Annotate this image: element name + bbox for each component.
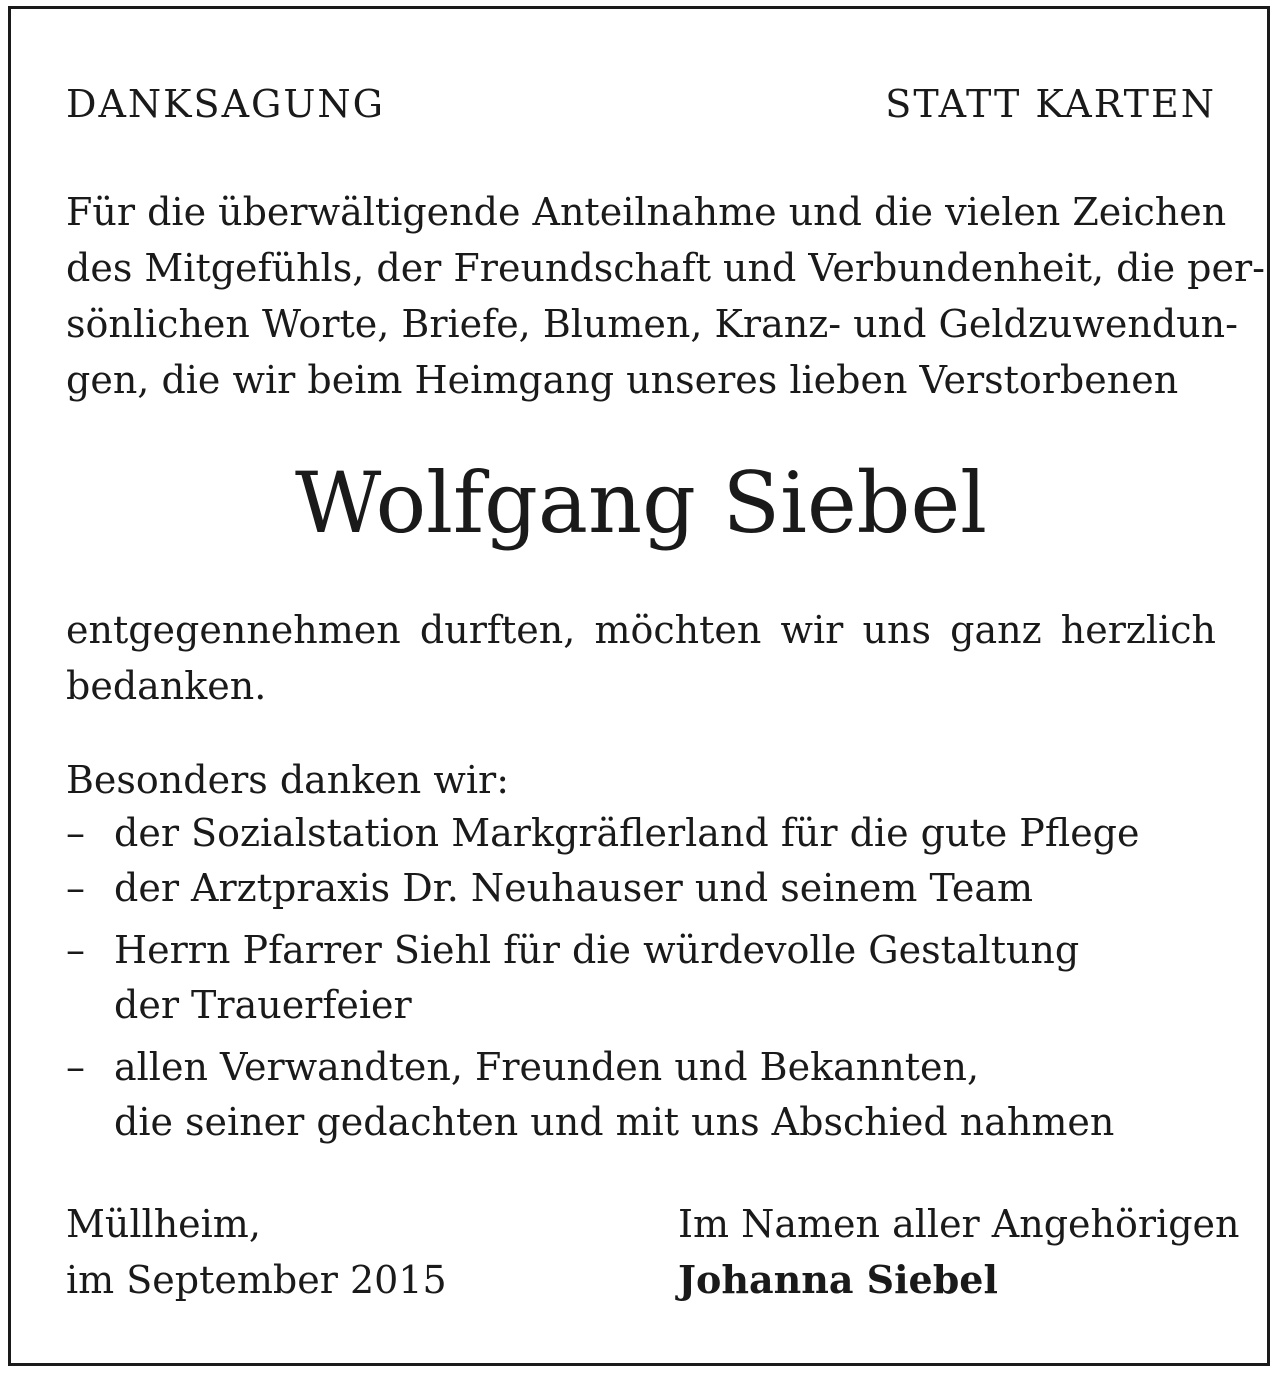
intro-line: gen, die wir beim Heimgang unseres lieben Verstorbenen	[66, 358, 1179, 402]
place-and-date	[66, 1196, 447, 1308]
header-danksagung: DANKSAGUNG	[66, 82, 386, 126]
header-statt-karten: STATT KARTEN	[885, 82, 1216, 126]
place: Müllheim,	[66, 1202, 261, 1246]
list-item-text: die seiner gedachten und mit uns Abschied nahmen	[114, 1100, 1115, 1144]
deceased-name: Wolfgang Siebel	[294, 454, 988, 552]
intro-line: sönlichen Worte, Briefe, Blumen, Kranz- und Geldzuwendun-	[66, 302, 1238, 346]
signer-name: Johanna Siebel	[678, 1257, 998, 1302]
closing-line: bedanken.	[66, 664, 267, 708]
thanks-list	[66, 806, 1216, 1150]
list-item-text: der Trauerfeier	[114, 983, 412, 1027]
list-item	[66, 1040, 1216, 1150]
list-item-text: der Arztpraxis Dr. Neuhauser und seinem Team	[114, 866, 1034, 910]
dash-bullet: –	[66, 928, 85, 972]
thanks-title: Besonders danken wir:	[66, 758, 509, 802]
list-item	[66, 861, 1216, 916]
list-item-text: allen Verwandten, Freunden und Bekannten,	[114, 1045, 980, 1089]
intro-line: des Mitgefühls, der Freundschaft und Verbundenheit, die per-	[66, 246, 1265, 290]
list-item-text: der Sozialstation Markgräflerland für die gute Pflege	[114, 811, 1140, 855]
date: im September 2015	[66, 1258, 447, 1302]
dash-bullet: –	[66, 866, 85, 910]
notice-header	[66, 78, 1216, 130]
list-item	[66, 806, 1216, 861]
on-behalf-line: Im Namen aller Angehörigen	[678, 1202, 1240, 1246]
intro-line: Für die überwältigende Anteilnahme und die vielen Zeichen	[66, 190, 1227, 234]
list-item-text: Herrn Pfarrer Siehl für die würdevolle Gestaltung	[114, 928, 1080, 972]
closing-line: entgegennehmen durften, möchten wir uns ganz herzlich	[66, 608, 1216, 652]
dash-bullet: –	[66, 1045, 85, 1089]
intro-paragraph	[66, 184, 1265, 408]
dash-bullet: –	[66, 811, 85, 855]
signature-block	[678, 1196, 1239, 1308]
list-item	[66, 923, 1216, 1033]
closing-paragraph	[66, 602, 1216, 714]
